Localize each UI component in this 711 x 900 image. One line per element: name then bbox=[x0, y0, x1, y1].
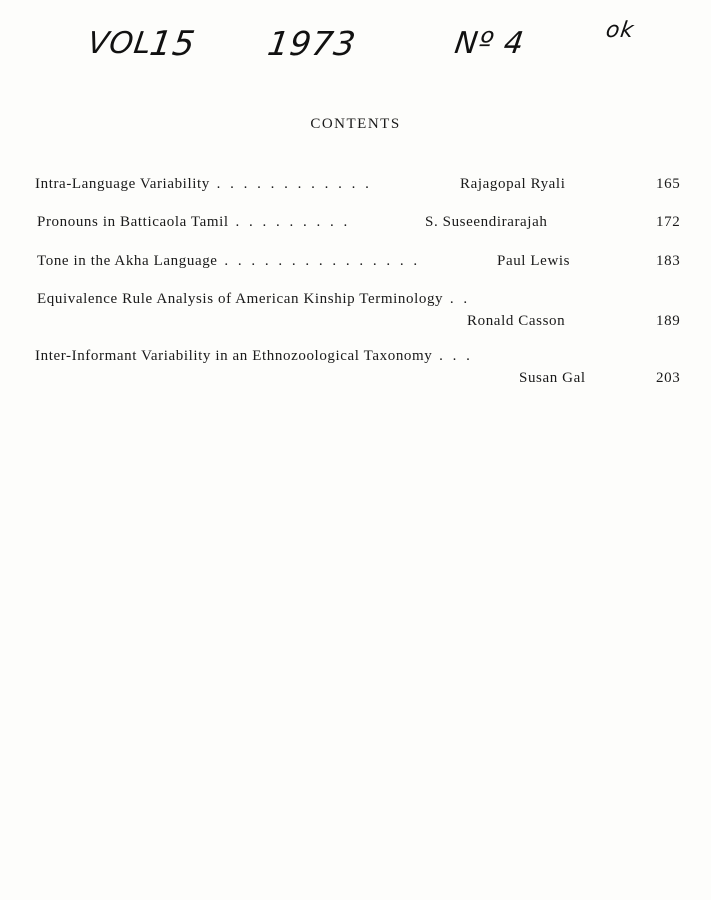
dot-leader: . . . . . . . . . . . . bbox=[209, 176, 372, 192]
toc-entry-title: Inter-Informant Variability in an Ethnozoological Taxonomy . . . bbox=[35, 348, 473, 364]
toc-entry-author: Paul Lewis bbox=[497, 253, 571, 269]
toc-entry-page: 203 bbox=[656, 370, 681, 386]
handwritten-ok-mark: ok bbox=[604, 18, 636, 43]
handwritten-year: 1973 bbox=[265, 24, 359, 63]
toc-entry-page: 189 bbox=[656, 313, 681, 329]
toc-entry-title: Equivalence Rule Analysis of American Kinship Terminology . . bbox=[37, 291, 471, 307]
dot-leader: . . . . . . . . . . . . . . . bbox=[217, 253, 421, 269]
toc-entry bbox=[0, 176, 711, 198]
toc-entry-author: Susan Gal bbox=[519, 370, 586, 386]
toc-entry bbox=[0, 291, 711, 335]
toc-entry-title: Tone in the Akha Language . . . . . . . . . . . . . . . bbox=[37, 253, 421, 269]
handwritten-volume-number: 15 bbox=[147, 24, 199, 64]
toc-entry bbox=[0, 348, 711, 392]
dot-leader: . . . . . . . . . bbox=[228, 214, 351, 230]
contents-heading: CONTENTS bbox=[310, 116, 401, 132]
toc-entry bbox=[0, 214, 711, 236]
toc-entry-title: Pronouns in Batticaola Tamil . . . . . . . . . bbox=[37, 214, 351, 230]
toc-entry bbox=[0, 253, 711, 275]
toc-entry-page: 172 bbox=[656, 214, 681, 230]
dot-leader: . . bbox=[443, 291, 471, 307]
toc-entry-author: S. Suseendirarajah bbox=[425, 214, 548, 230]
toc-entry-page: 183 bbox=[656, 253, 681, 269]
toc-entry-page: 165 bbox=[656, 176, 681, 192]
handwritten-issue-number: Nº 4 bbox=[452, 26, 527, 61]
toc-entry-title: Intra-Language Variability . . . . . . . . . . . . bbox=[35, 176, 372, 192]
handwritten-volume-label: VOL bbox=[85, 26, 155, 61]
dot-leader: . . . bbox=[432, 348, 473, 364]
toc-entry-author: Rajagopal Ryali bbox=[460, 176, 566, 192]
toc-entry-author: Ronald Casson bbox=[467, 313, 566, 329]
